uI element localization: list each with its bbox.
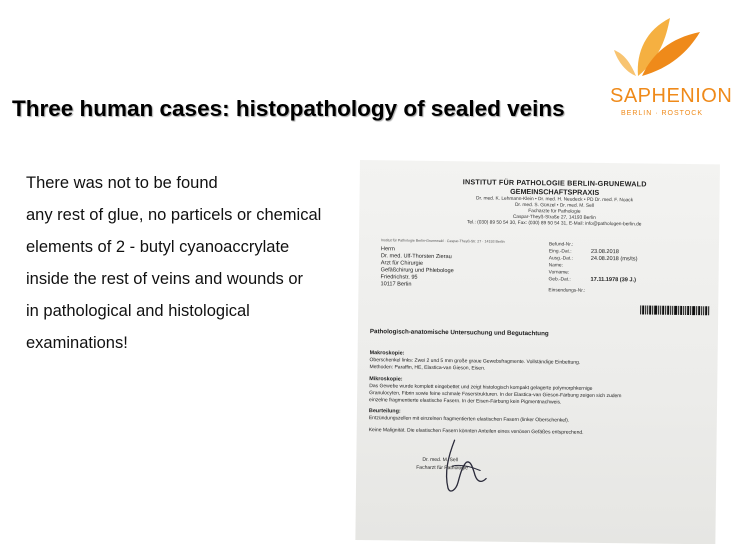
makroskopie-text: Methoden: Paraffin, HE, Elastica-van Gieson, Eisen. — [369, 364, 486, 372]
address-line: 10117 Berlin — [380, 281, 412, 288]
slide-text-block — [26, 168, 356, 360]
meta-label: Einsendungs-Nr.: — [548, 288, 586, 294]
address-line: Arzt für Chirurgie — [380, 260, 424, 267]
text-line: elements of 2 - butyl cyanoaccrylate — [26, 238, 290, 256]
beurteilung-label: Beurteilung: — [368, 408, 401, 415]
report-paper — [355, 160, 720, 544]
meta-label: Ausg.-Dat.: — [548, 256, 573, 262]
leaf-logo-icon — [608, 12, 716, 78]
mikroskopie-text: Das Gewebe wurde komplett eingebettet und zeigt histologisch kompakt gelagerte polymorphkernige — [369, 383, 593, 392]
logo-name: SAPHENION — [610, 85, 732, 107]
text-line: examinations! — [26, 334, 128, 352]
address-line: Gefäßchirurg und Phlebologe — [380, 267, 454, 275]
text-line: There was not to be found — [26, 174, 218, 192]
text-line: inside the rest of veins and wounds or — [26, 270, 303, 288]
sender-line: Institut für Pathologie Berlin-Grunewald · Caspar-Theyß-Str. 27 · 14193 Berlin — [380, 238, 505, 244]
institute-line: Dr. med. S. Günzel • Dr. med. M. Sell — [514, 202, 594, 209]
malignitaet-text: Keine Malignität. Die elastischen Fasern könnten Anteilen eines venösen Gefäßes entsprechend. — [368, 427, 584, 436]
meta-label: Geb.-Dat.: — [548, 277, 571, 283]
address-line: Dr. med. Ulf-Thorsten Zierau — [380, 253, 452, 261]
section-heading: Pathologisch-anatomische Untersuchung und Begutachtung — [369, 328, 549, 338]
signature-name: Dr. med. M. Sell — [422, 456, 458, 464]
makroskopie-text: Oberschenkel links: Zwei 2 und 5 mm große graue Gewebsfragmente. Vollständige Einbettung. — [369, 357, 581, 366]
makroskopie-label: Makroskopie: — [369, 350, 405, 357]
saphenion-logo — [608, 12, 732, 117]
meta-value: 17.11.1978 (39 J.) — [590, 276, 637, 284]
pathology-report-image — [360, 160, 720, 540]
institute-subtitle: GEMEINSCHAFTSPRAXIS — [510, 186, 600, 197]
meta-value: 23.08.2018 — [590, 248, 619, 256]
mikroskopie-text: einzelne fragmentierte elastische Fasern. In der Eisen-Färbung kein Pigmentnachweis. — [369, 397, 562, 406]
slide-title: Three human cases: histopathology of sealed veins — [12, 96, 565, 121]
institute-line: Tel.: (030) 89 50 54 30, Fax: (030) 89 50 54 31, E-Mail: info@pathologen-berlin.de — [466, 220, 642, 228]
address-line: Herrn — [380, 246, 395, 253]
address-line: Friedrichstr. 95 — [380, 274, 418, 281]
mikroskopie-text: Granulocyten, Fibrin sowie feine schmale Faserstrukturen. In der Elastica-van Gieson-Färbung zeigen sich zudem — [369, 390, 622, 400]
institute-line: Caspar-Theyß-Straße 27, 14193 Berlin — [512, 214, 596, 221]
beurteilung-text: Entzündungszellen mit einzelnen fragmentierten elastischen Fasern (linker Oberschenkel). — [368, 415, 570, 424]
institute-title: INSTITUT FÜR PATHOLOGIE BERLIN-GRUNEWALD — [462, 177, 647, 189]
institute-line: Dr. med. K. Lehmann-Klein • Dr. med. H. Neudeck • PD Dr. med. F. Noack — [476, 196, 634, 204]
signature-title: Facharzt für Pathologie — [416, 464, 468, 472]
text-line: in pathological and histological — [26, 302, 250, 320]
meta-label: Vorname: — [548, 270, 570, 276]
meta-value: 24.08.2018 (ms/ts) — [590, 255, 638, 263]
institute-line: Fachärzte für Pathologie — [528, 209, 581, 215]
logo-subline: BERLIN · ROSTOCK — [621, 110, 703, 117]
meta-label: Befund-Nr.: — [548, 242, 574, 248]
meta-label: Name: — [548, 263, 563, 269]
barcode-icon — [640, 305, 710, 315]
mikroskopie-label: Mikroskopie: — [369, 376, 403, 383]
text-line: any rest of glue, no particels or chemical — [26, 206, 322, 224]
meta-label: Eing.-Dat.: — [548, 249, 572, 255]
